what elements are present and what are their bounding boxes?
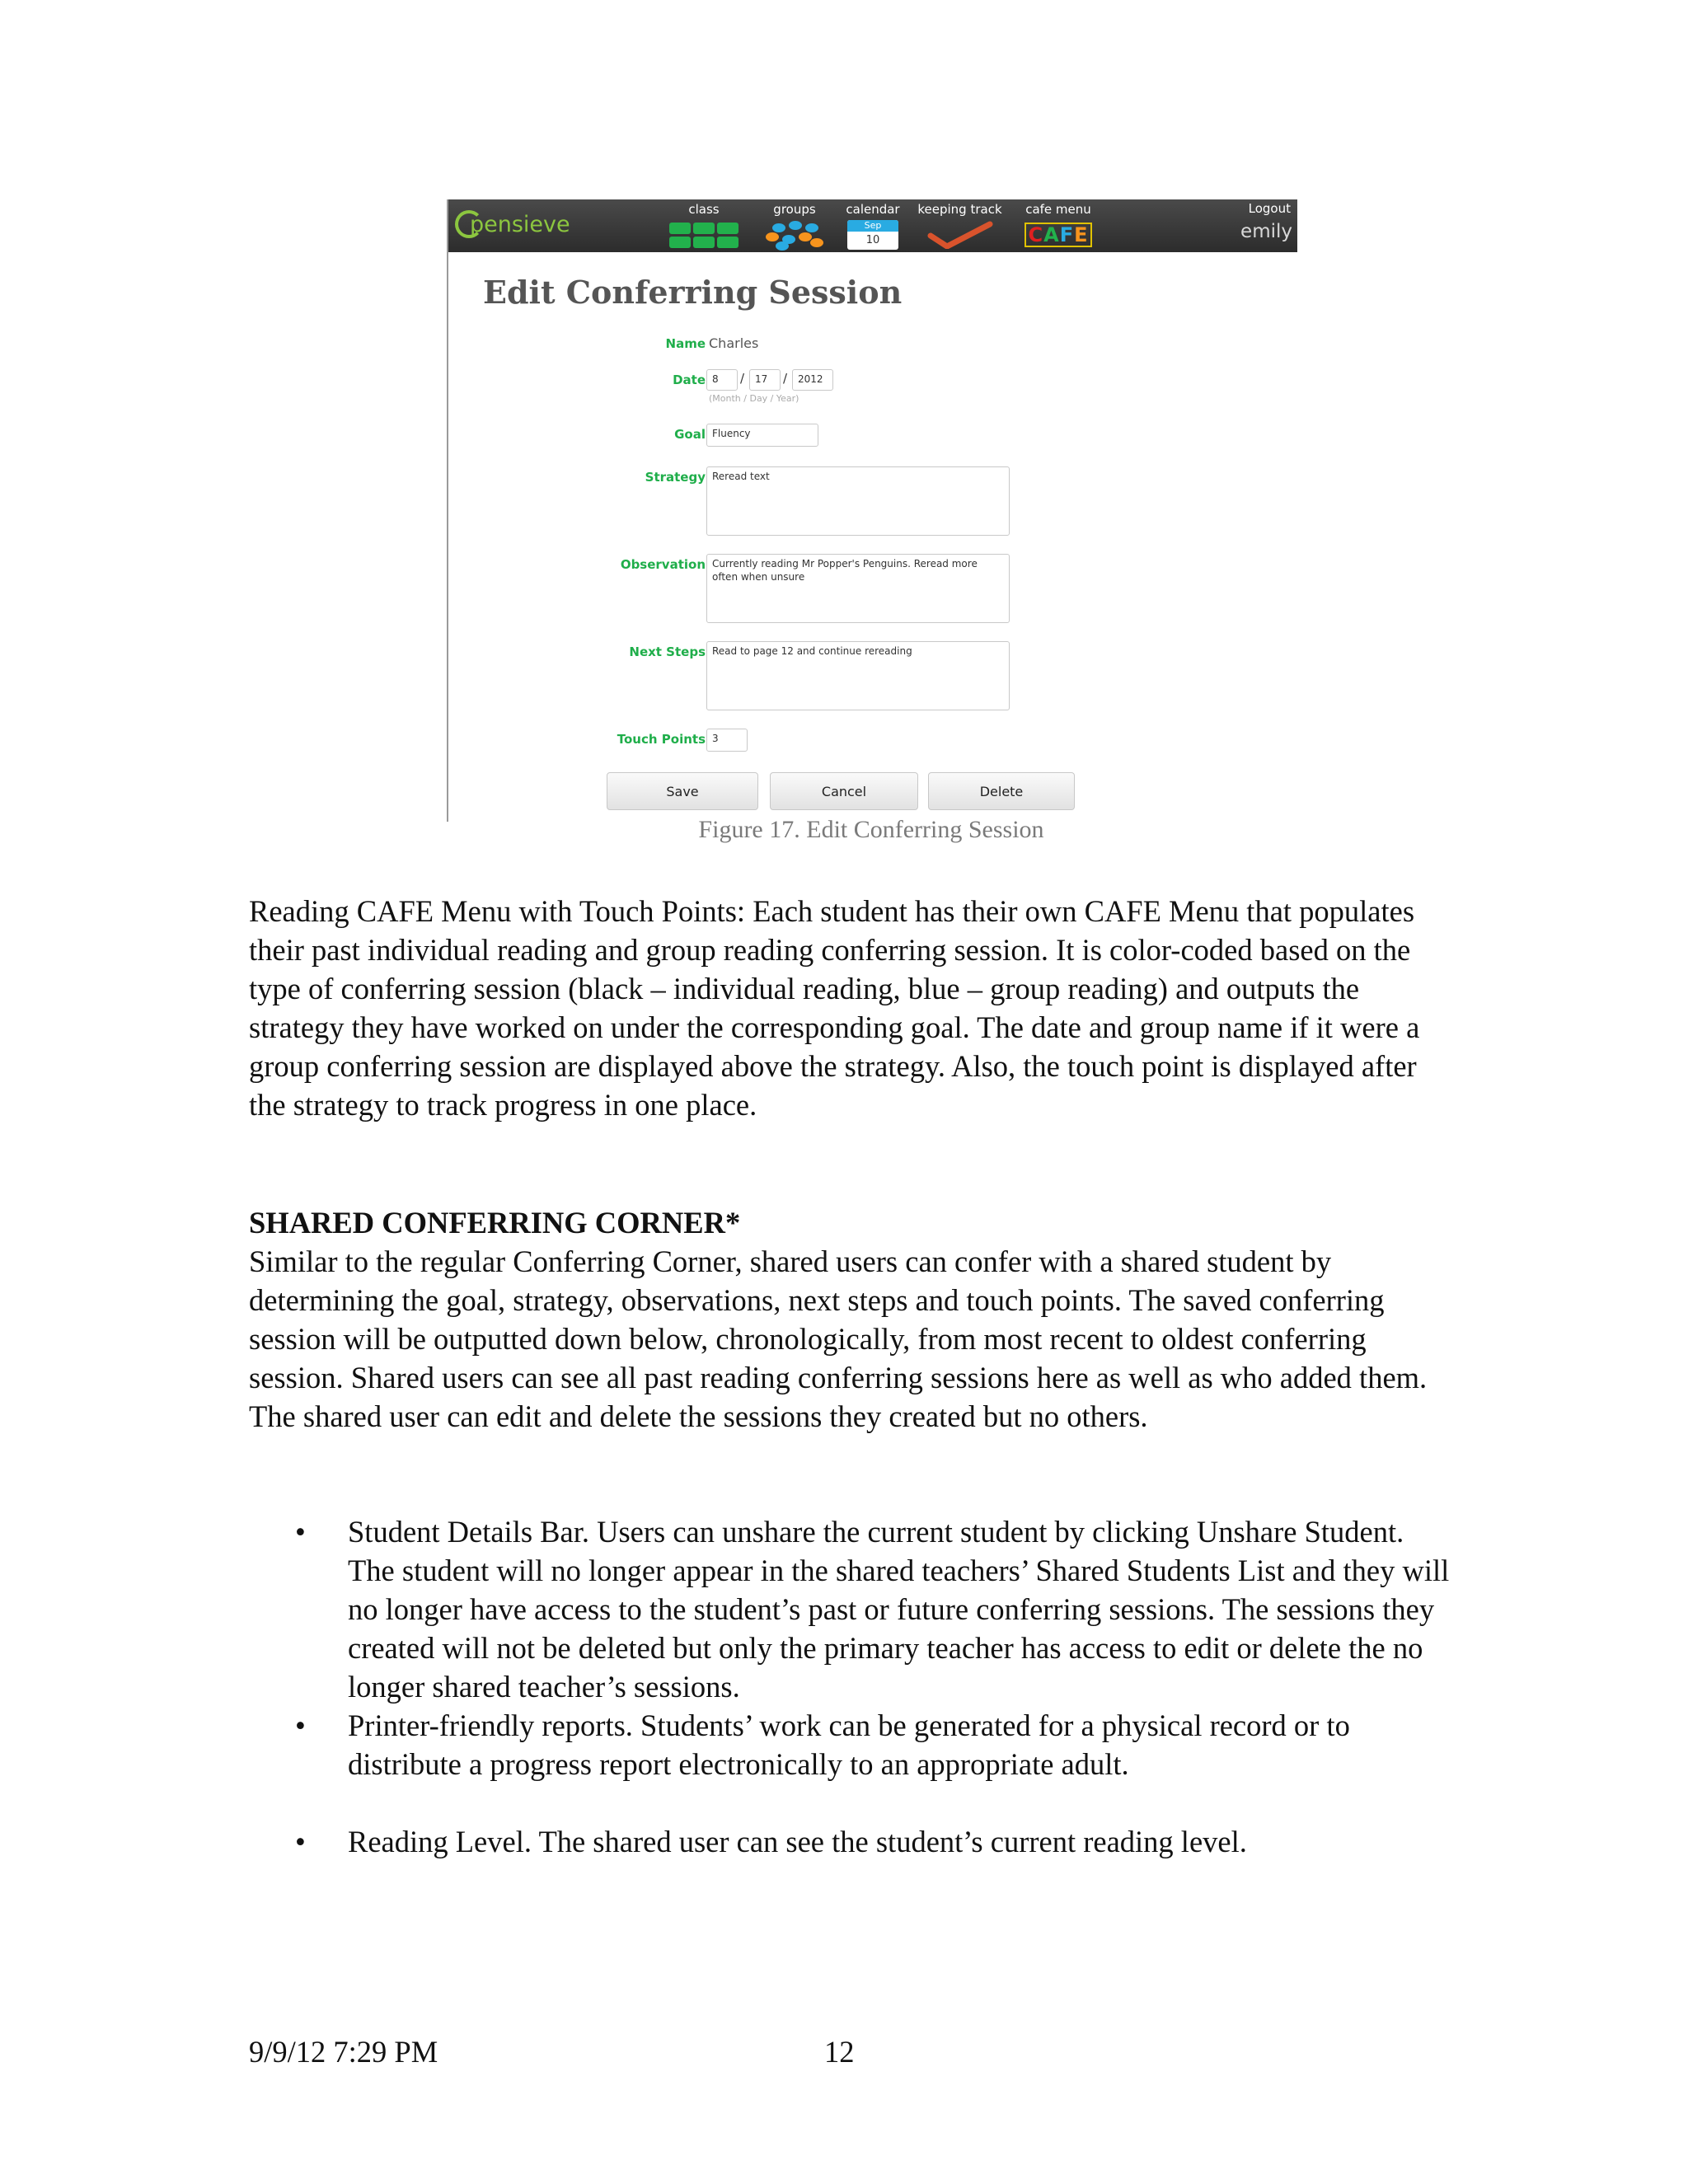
date-separator-2: /	[783, 371, 788, 386]
list-item	[249, 1512, 1452, 1706]
cafe-letter-f: F	[1059, 223, 1075, 246]
date-year-input[interactable]: 2012	[792, 369, 833, 391]
observation-label: Observation	[620, 557, 706, 572]
calendar-month: Sep	[847, 220, 898, 232]
save-button[interactable]: Save	[607, 772, 758, 810]
cafe-letter-e: E	[1074, 223, 1089, 246]
bullet-text: Printer-friendly reports. Students’ work can be generated for a physical record or to distribute a progress report electronically to an appropriate adult.	[348, 1708, 1350, 1781]
nav-keeping-track-label: keeping track	[917, 202, 1002, 217]
nav-calendar[interactable]	[836, 201, 910, 251]
goal-label: Goal	[674, 427, 706, 442]
goal-input[interactable]: Fluency	[706, 424, 818, 447]
checkmark-icon	[927, 221, 993, 249]
date-label: Date	[673, 373, 706, 387]
nav-groups[interactable]	[757, 201, 832, 251]
feature-bullet-list	[249, 1512, 1452, 1861]
nav-cafe-menu-label: cafe menu	[1025, 202, 1091, 217]
list-item	[249, 1706, 1452, 1783]
cafe-letters-icon	[1025, 223, 1092, 247]
next-steps-textarea[interactable]: Read to page 12 and continue rereading	[706, 641, 1010, 710]
footer-datetime: 9/9/12 7:29 PM	[249, 2035, 438, 2069]
edit-conferring-session-screenshot	[447, 199, 1297, 822]
section-heading: SHARED CONFERRING CORNER*	[249, 1206, 741, 1240]
calendar-day: 10	[865, 234, 880, 246]
next-steps-label: Next Steps	[629, 644, 706, 659]
groups-cluster-icon	[766, 221, 823, 249]
pensieve-logo[interactable]	[455, 207, 570, 243]
delete-button[interactable]: Delete	[928, 772, 1075, 810]
page-title: Edit Conferring Session	[483, 274, 903, 311]
bullet-icon: •	[295, 1825, 306, 1858]
cancel-button[interactable]: Cancel	[770, 772, 918, 810]
logout-link[interactable]: Logout	[1248, 201, 1291, 216]
app-navbar	[448, 199, 1297, 252]
cafe-letter-a: A	[1043, 223, 1060, 246]
bullet-text: Student Details Bar. Users can unshare the current student by clicking Unshare Student. The student will no longer appear in the shared teachers’ Shared Students List and they will no longer have access to the student’s past or future conferring sessions. The sessions they created will not be deleted but only the primary teacher has access to edit or delete the no longer shared teacher’s sessions.	[348, 1515, 1450, 1704]
figure-caption: Figure 17. Edit Conferring Session	[698, 816, 1044, 843]
username: emily	[1240, 221, 1292, 242]
list-item	[249, 1822, 1452, 1861]
strategy-label: Strategy	[645, 470, 706, 485]
bullet-icon: •	[295, 1708, 306, 1742]
strategy-textarea[interactable]: Reread text	[706, 466, 1010, 536]
bullet-text: Reading Level. The shared user can see the student’s current reading level.	[348, 1825, 1247, 1858]
bullet-icon: •	[295, 1515, 306, 1549]
nav-class-label: class	[688, 202, 720, 217]
touch-points-label: Touch Points	[617, 732, 706, 747]
logo-text: pensieve	[470, 212, 570, 237]
date-separator-1: /	[740, 371, 745, 386]
date-format-hint: (Month / Day / Year)	[709, 393, 799, 404]
paragraph-cafe-menu: Reading CAFE Menu with Touch Points: Each student has their own CAFE Menu that populates their past individual reading and group reading conferring session. It is color-coded based on the type of conferring session (black – individual reading, blue – group reading) and outputs the strategy they have worked on under the corresponding goal. The date and group name if it were a group conferring session are displayed above the strategy. Also, the touch point is displayed after the strategy to track progress in one place.	[249, 894, 1420, 1122]
nav-cafe-menu[interactable]	[1017, 201, 1100, 251]
nav-keeping-track[interactable]	[908, 201, 1011, 251]
nav-groups-label: groups	[773, 202, 816, 217]
name-label: Name	[665, 336, 706, 351]
nav-class[interactable]	[667, 201, 741, 251]
nav-calendar-label: calendar	[846, 202, 900, 217]
name-value: Charles	[709, 335, 759, 351]
date-day-input[interactable]: 17	[749, 369, 781, 391]
observation-textarea[interactable]: Currently reading Mr Popper's Penguins. Reread more often when unsure	[706, 554, 1010, 623]
class-grid-icon	[669, 221, 738, 249]
cafe-letter-c: C	[1028, 223, 1044, 246]
touch-points-input[interactable]: 3	[706, 729, 748, 752]
date-month-input[interactable]: 8	[706, 369, 738, 391]
paragraph-shared-conferring: Similar to the regular Conferring Corner, shared users can confer with a shared student by determining the goal, strategy, observations, next steps and touch points. The saved conferring session will be outputted down below, chronologically, from most recent to oldest conferring session. Shared users can see all past reading conferring sessions here as well as who added them. The shared user can edit and delete the sessions they created but no others.	[249, 1244, 1428, 1433]
page-number: 12	[824, 2035, 855, 2069]
calendar-icon	[847, 220, 898, 250]
